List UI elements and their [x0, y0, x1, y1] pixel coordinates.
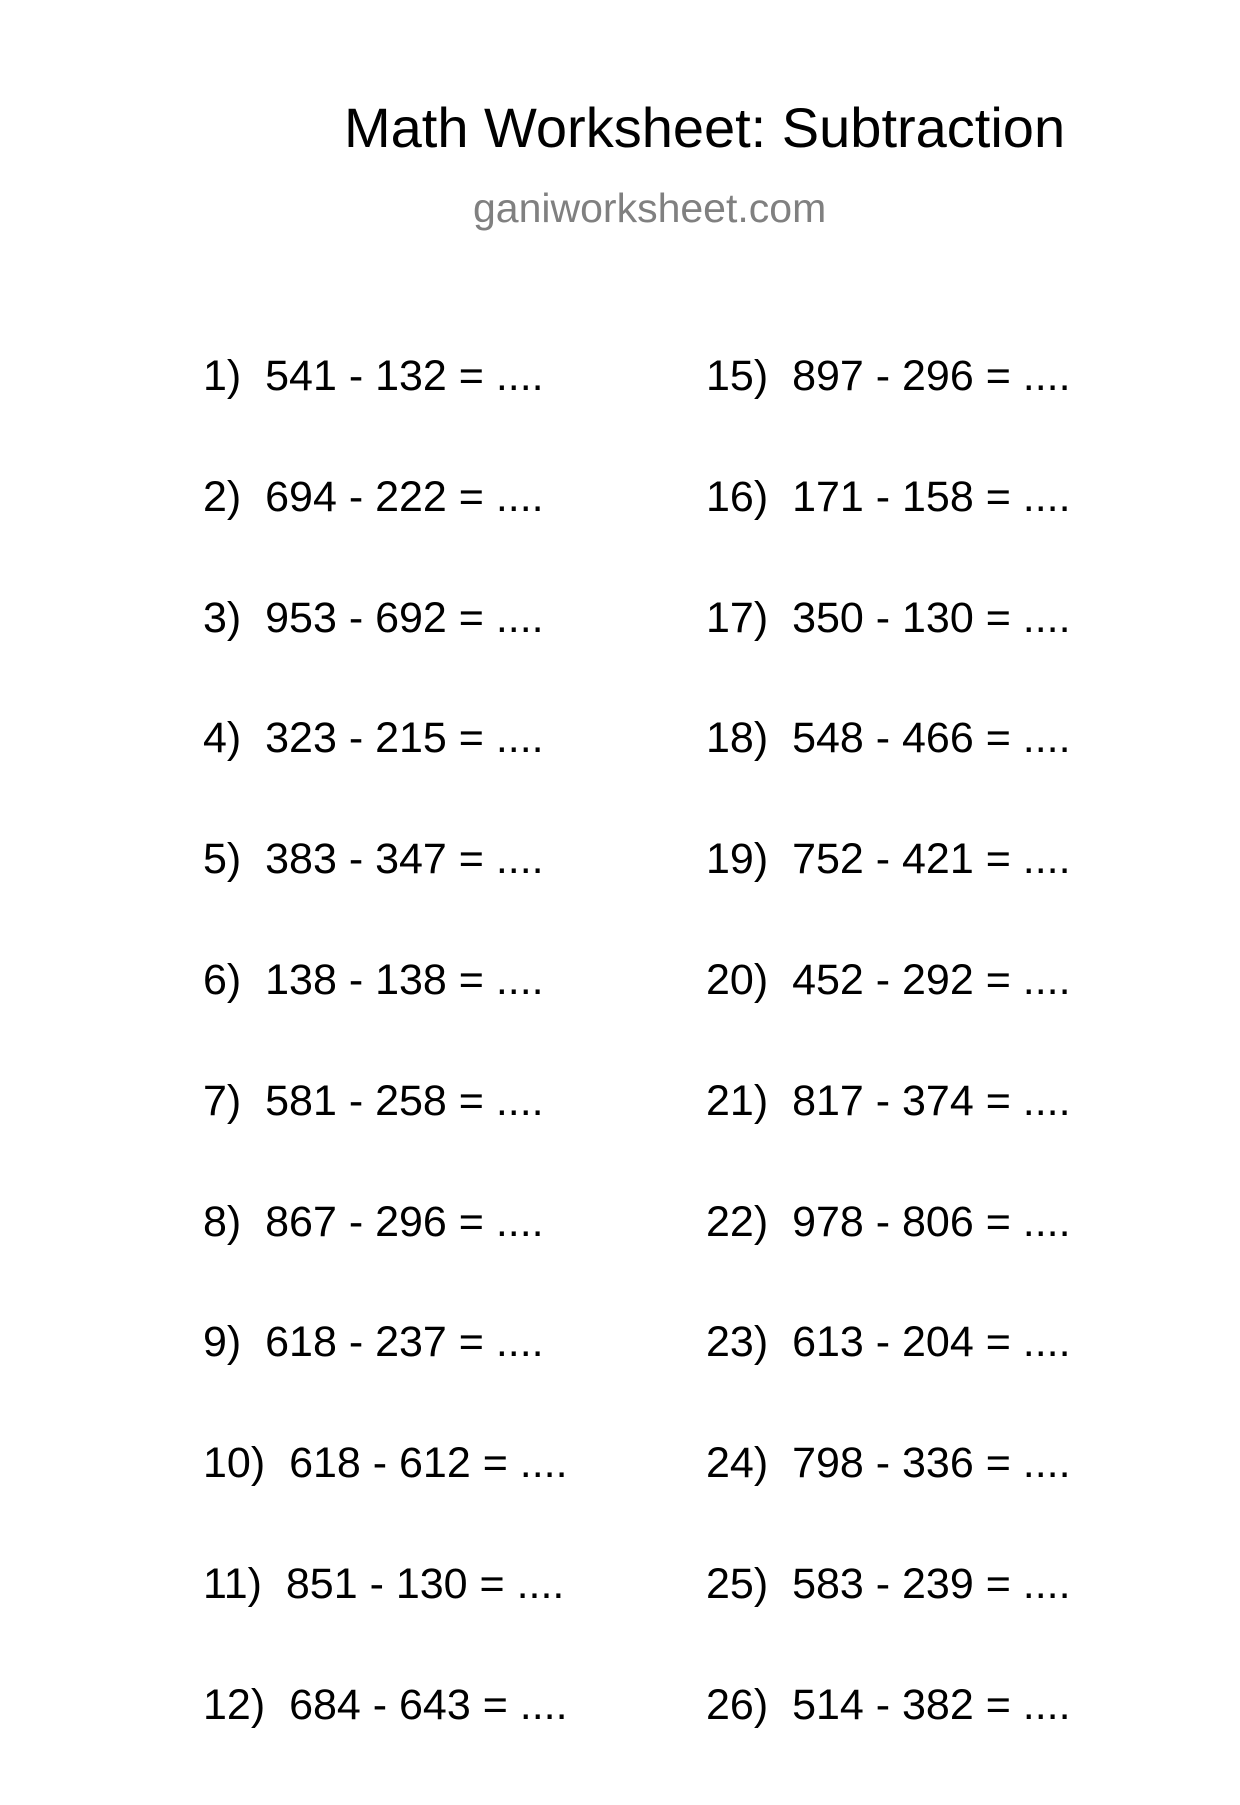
problem-expression: 541 - 132 = .... [265, 352, 544, 400]
problem-number: 26) [706, 1680, 769, 1729]
problem-expression: 613 - 204 = .... [792, 1318, 1071, 1367]
problem-item [203, 714, 568, 838]
problem-expression: 867 - 296 = .... [265, 1197, 544, 1246]
problem-item [203, 1076, 568, 1201]
problem-expression: 350 - 130 = .... [792, 593, 1071, 642]
problem-expression: 323 - 215 = .... [265, 714, 544, 763]
problem-number: 8) [203, 1197, 242, 1246]
problem-item [203, 1680, 568, 1805]
problem-expression: 171 - 158 = .... [792, 472, 1071, 521]
problem-item [203, 472, 568, 597]
worksheet-title: Math Worksheet: Subtraction [344, 96, 1066, 159]
problem-item [706, 472, 1071, 597]
problem-number: 3) [203, 593, 242, 642]
problem-expression: 583 - 239 = .... [792, 1559, 1071, 1608]
problem-number: 9) [203, 1318, 242, 1367]
problem-item [706, 1559, 1071, 1684]
problem-item [706, 1318, 1071, 1442]
problem-number: 24) [706, 1439, 769, 1488]
problem-expression: 953 - 692 = .... [265, 593, 544, 642]
problem-item [203, 1439, 568, 1563]
problem-number: 20) [706, 955, 769, 1004]
problem-item [203, 593, 568, 718]
problem-item [706, 1439, 1071, 1563]
problem-number: 22) [706, 1197, 769, 1246]
problem-expression: 138 - 138 = .... [265, 955, 544, 1004]
problem-expression: 897 - 296 = .... [792, 352, 1071, 400]
problem-number: 17) [706, 593, 769, 642]
problem-expression: 514 - 382 = .... [792, 1680, 1071, 1729]
problem-expression: 684 - 643 = .... [289, 1680, 568, 1729]
problem-number: 6) [203, 955, 242, 1004]
problem-number: 15) [706, 352, 769, 400]
problem-number: 18) [706, 714, 769, 763]
problem-column-left [203, 352, 568, 1805]
problem-expression: 978 - 806 = .... [792, 1197, 1071, 1246]
problem-expression: 618 - 237 = .... [265, 1318, 544, 1367]
problem-item [706, 1076, 1071, 1201]
problem-item [203, 1318, 568, 1442]
problem-expression: 798 - 336 = .... [792, 1439, 1071, 1488]
problem-number: 5) [203, 835, 242, 884]
problem-expression: 383 - 347 = .... [265, 835, 544, 884]
problem-expression: 618 - 612 = .... [289, 1439, 568, 1488]
problem-item [706, 714, 1071, 838]
problem-item [203, 1559, 568, 1684]
problem-item [706, 593, 1071, 718]
problem-number: 23) [706, 1318, 769, 1367]
problem-number: 16) [706, 472, 769, 521]
problem-item [706, 352, 1071, 476]
problem-item [706, 1197, 1071, 1322]
problem-number: 2) [203, 472, 242, 521]
problem-column-right [706, 352, 1071, 1805]
problem-expression: 548 - 466 = .... [792, 714, 1071, 763]
problem-expression: 694 - 222 = .... [265, 472, 544, 521]
problem-number: 25) [706, 1559, 769, 1608]
website-credit: ganiworksheet.com [473, 185, 827, 231]
problem-expression: 752 - 421 = .... [792, 835, 1071, 884]
problem-number: 19) [706, 835, 769, 884]
problem-number: 1) [203, 352, 242, 400]
problem-number: 7) [203, 1076, 242, 1125]
problem-number: 21) [706, 1076, 769, 1125]
problem-item [203, 352, 568, 476]
problem-item [203, 955, 568, 1080]
problem-expression: 452 - 292 = .... [792, 955, 1071, 1004]
problem-item [203, 835, 568, 959]
problem-item [706, 955, 1071, 1080]
problem-number: 4) [203, 714, 242, 763]
problem-expression: 817 - 374 = .... [792, 1076, 1071, 1125]
problem-item [203, 1197, 568, 1322]
problem-item [706, 1680, 1071, 1805]
problem-expression: 581 - 258 = .... [265, 1076, 544, 1125]
problem-item [706, 835, 1071, 959]
problem-number: 10) [203, 1439, 266, 1488]
problem-number: 11) [203, 1559, 262, 1608]
problem-expression: 851 - 130 = .... [285, 1559, 565, 1608]
problem-number: 12) [203, 1680, 266, 1729]
